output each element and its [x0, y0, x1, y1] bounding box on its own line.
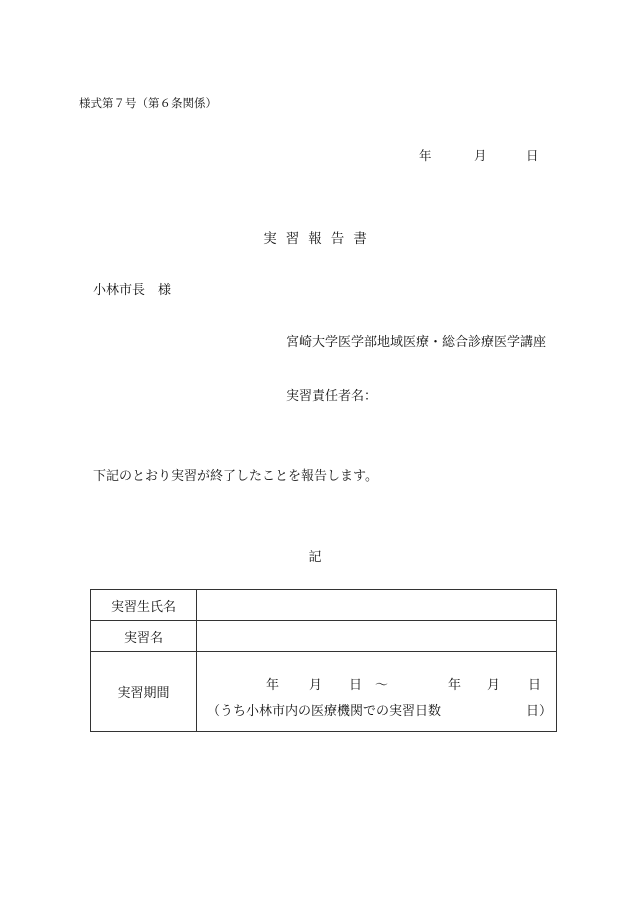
student-name-label: 実習生氏名	[91, 590, 197, 621]
period-tilde: ～	[375, 678, 389, 693]
table-row-student-name	[91, 590, 557, 621]
period-start-day: 日	[349, 678, 363, 693]
period-end-day: 日	[528, 678, 542, 693]
ki-heading: 記	[308, 550, 322, 565]
student-name-field[interactable]	[197, 590, 557, 621]
supervisor-label: 実習責任者名：	[286, 389, 378, 404]
period-start-month: 月	[309, 678, 323, 693]
date-day: 日	[526, 148, 539, 163]
addressee: 小林市長 様	[93, 283, 172, 298]
period-note-suffix: 日）	[526, 704, 553, 719]
report-statement: 下記のとおり実習が終了したことを報告します。	[93, 469, 378, 484]
period-end-month: 月	[487, 678, 501, 693]
date-month: 月	[474, 148, 487, 163]
report-table	[90, 589, 557, 732]
organization: 宮崎大学医学部地域医療・総合診療医学講座	[286, 335, 547, 350]
period-end-year: 年	[448, 678, 462, 693]
document-title: 実習報告書	[263, 231, 376, 247]
training-name-field[interactable]	[197, 621, 557, 652]
table-row-training-name	[91, 621, 557, 652]
period-field[interactable]	[197, 652, 557, 732]
period-start-year: 年	[266, 678, 280, 693]
date-year: 年	[419, 148, 432, 163]
training-name-label: 実習名	[91, 621, 197, 652]
table-row-period	[91, 652, 557, 732]
period-note-prefix: （うち小林市内の医療機関での実習日数	[207, 704, 442, 719]
period-label: 実習期間	[91, 652, 197, 732]
form-number: 様式第７号（第６条関係）	[79, 96, 217, 110]
